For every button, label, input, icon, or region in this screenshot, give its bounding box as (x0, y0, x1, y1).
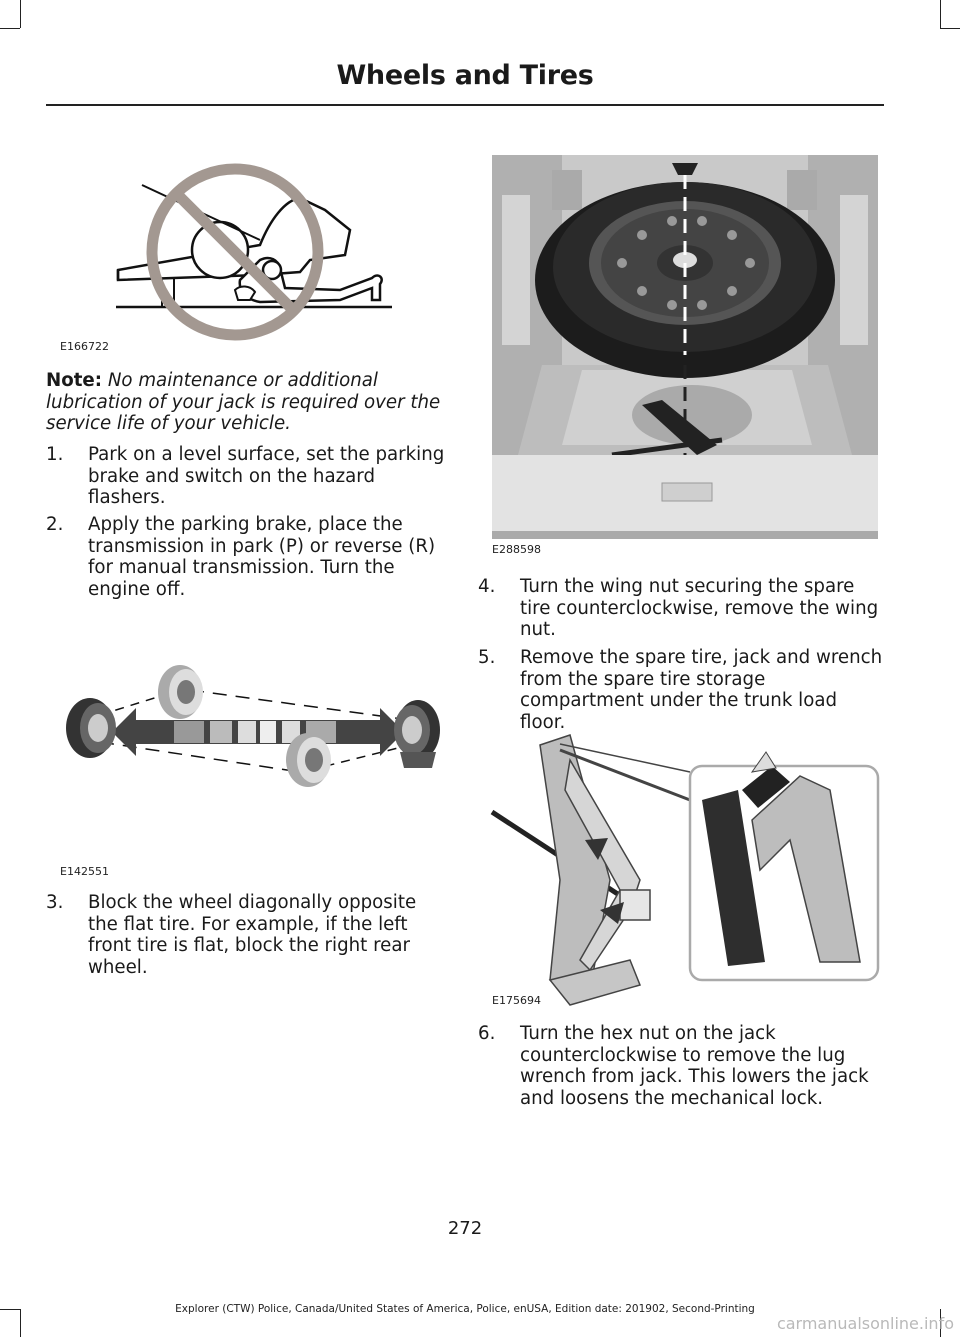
step-line: Turn the wing nut securing the spare (520, 576, 855, 597)
step-line: Apply the parking brake, place the (88, 514, 403, 535)
step-line: floor. (520, 711, 566, 733)
figure-code: E142551 (60, 865, 109, 878)
step-line: Block the wheel diagonally opposite (88, 892, 417, 913)
step-line: engine off. (88, 578, 186, 600)
spare-tire-trunk-illustration (492, 155, 878, 539)
crop-mark (0, 28, 20, 29)
step-line: Remove the spare tire, jack and wrench (520, 647, 883, 668)
step-line: wheel. (88, 956, 148, 978)
step-line: compartment under the trunk load (520, 690, 838, 711)
step-line: flashers. (88, 487, 166, 508)
step-number: 3. (46, 892, 64, 913)
step-number: 5. (478, 647, 496, 668)
crop-mark (20, 0, 21, 28)
step-line: and loosens the mechanical lock. (520, 1087, 824, 1109)
note (46, 370, 451, 435)
step-line: front tire is flat, block the right rear (88, 935, 410, 956)
step-line: counterclockwise to remove the lug (520, 1044, 846, 1066)
figure-code: E166722 (60, 340, 109, 353)
step-line: Turn the hex nut on the jack (520, 1023, 776, 1044)
crop-mark (940, 28, 960, 29)
page-number: 272 (447, 1218, 483, 1239)
step-number: 2. (46, 514, 64, 535)
crop-mark (940, 0, 941, 28)
step-line: tire counterclockwise, remove the wing (520, 597, 879, 619)
note-text: No maintenance or additional lubrication of your jack is required over the service life of your vehicle. (46, 370, 441, 434)
page-title: Wheels and Tires (336, 60, 594, 91)
jack-illustration (490, 730, 880, 1010)
step-line: brake and switch on the hazard (88, 465, 375, 487)
step-number: 6. (478, 1023, 496, 1044)
note-label: Note: (46, 370, 103, 391)
step-line: Park on a level surface, set the parking (88, 444, 445, 465)
step-line: transmission in park (P) or reverse (R) (88, 535, 436, 557)
step-number: 4. (478, 576, 496, 597)
header-rule (46, 104, 884, 106)
figure-code: E175694 (492, 994, 541, 1007)
step-line: nut. (520, 619, 556, 640)
step-line: for manual transmission. Turn the (88, 557, 395, 578)
footer: Explorer (CTW) Police, Canada/United States of America, Police, enUSA, Edition date: 201902, Second-Printing (175, 1303, 755, 1315)
step-line: wrench from jack. This lowers the jack (520, 1066, 869, 1087)
no-under-vehicle-illustration (110, 160, 410, 345)
step-line: from the spare tire storage (520, 668, 766, 690)
watermark: carmanualsonline.info (776, 1314, 954, 1333)
step-number: 1. (46, 444, 64, 465)
diagonal-wheels-illustration (60, 660, 450, 790)
figure-code: E288598 (492, 543, 541, 556)
step-line: the flat tire. For example, if the left (88, 913, 408, 935)
